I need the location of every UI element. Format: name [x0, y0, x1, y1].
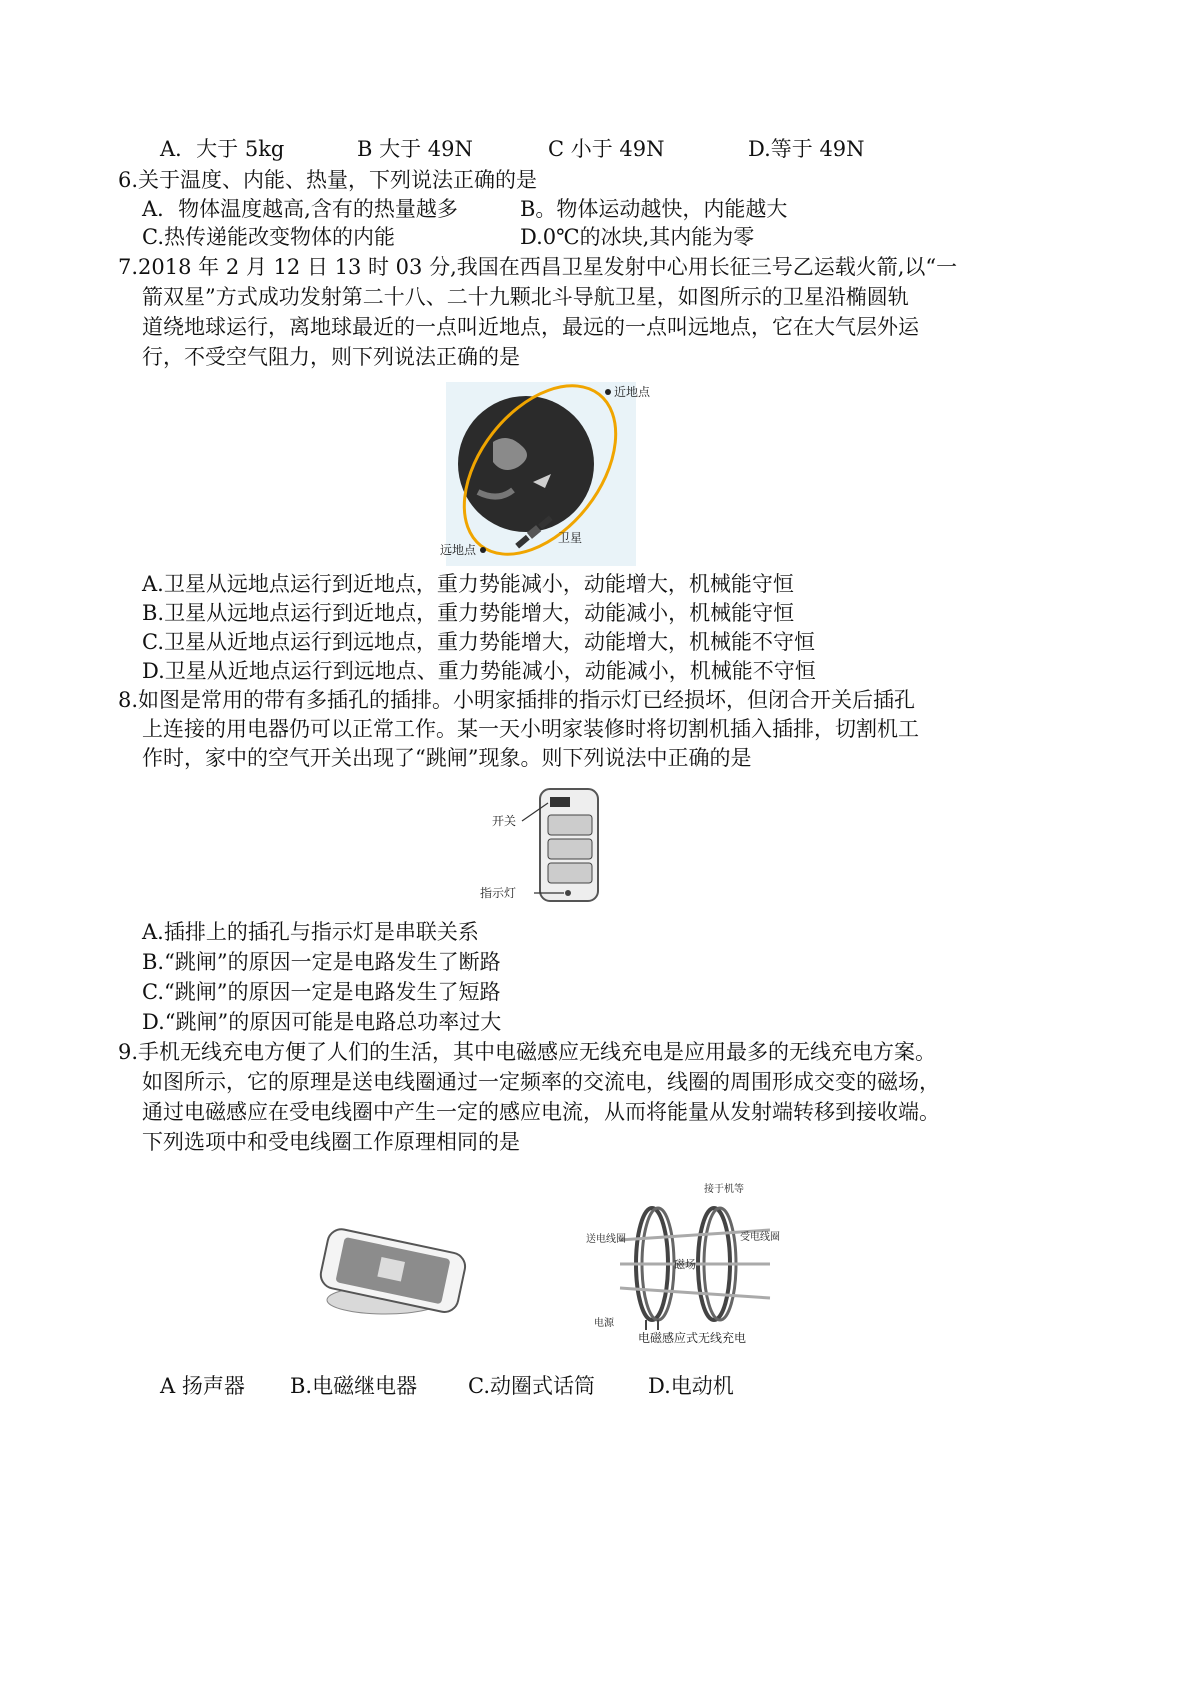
q7-stem-line-4: 行，不受空气阻力，则下列说法正确的是	[142, 345, 520, 369]
satellite-orbit-figure	[438, 382, 651, 566]
q9-option-d: D.电动机	[648, 1374, 734, 1398]
q5-option-c: C 小于 49N	[548, 137, 665, 161]
receive-coil-label: 受电线圈	[740, 1232, 780, 1243]
q6-option-d: D.0℃的冰块,其内能为零	[520, 225, 755, 249]
q5-option-d: D.等于 49N	[748, 137, 865, 161]
phone-label: 接于机等	[704, 1184, 744, 1195]
power-source-label: 电源	[594, 1318, 614, 1329]
q7-stem-line-3: 道绕地球运行，离地球最近的一点叫近地点，最远的一点叫远地点，它在大气层外运	[142, 315, 919, 339]
q9-stem-line-2: 如图所示，它的原理是送电线圈通过一定频率的交流电，线圈的周围形成交变的磁场，	[142, 1070, 940, 1094]
q8-stem-line-1: 8.如图是常用的带有多插孔的插排。小明家插排的指示灯已经损坏，但闭合开关后插孔	[118, 688, 916, 712]
q6-option-b: B。物体运动越快，内能越大	[520, 197, 788, 221]
wireless-charger-phone-figure	[305, 1215, 475, 1325]
send-coil-label: 送电线圈	[586, 1234, 626, 1245]
q9-stem-line-1: 9.手机无线充电方便了人们的生活，其中电磁感应无线充电是应用最多的无线充电方案。	[118, 1040, 937, 1064]
indicator-lamp-label: 指示灯	[480, 886, 517, 900]
far-point-label: 远地点	[440, 543, 477, 557]
near-point-label: 近地点	[614, 385, 651, 399]
q8-option-d: D.“跳闸”的原因可能是电路总功率过大	[142, 1010, 502, 1034]
q5-option-a: A．大于 5kg	[160, 137, 285, 161]
q8-option-c: C.“跳闸”的原因一定是电路发生了短路	[142, 980, 501, 1004]
q9-stem-line-4: 下列选项中和受电线圈工作原理相同的是	[142, 1130, 520, 1154]
q7-stem-line-1: 7.2018 年 2 月 12 日 13 时 03 分,我国在西昌卫星发射中心用长征三号乙运载火箭,以“一	[118, 255, 958, 279]
q6-stem: 6.关于温度、内能、热量，下列说法正确的是	[118, 168, 538, 192]
magnetic-field-label: 磁场	[674, 1258, 696, 1271]
figure-caption: 电磁感应式无线充电	[638, 1331, 747, 1345]
satellite-label: 卫星	[558, 531, 583, 545]
q7-stem-line-2: 箭双星”方式成功发射第二十八、二十九颗北斗导航卫星，如图所示的卫星沿椭圆轨	[142, 285, 909, 309]
q9-option-a: A 扬声器	[160, 1374, 245, 1398]
switch-label: 开关	[492, 814, 517, 828]
q7-option-d: D.卫星从近地点运行到远地点、重力势能减小，动能减小，机械能不守恒	[142, 659, 816, 683]
q8-stem-line-2: 上连接的用电器仍可以正常工作。某一天小明家装修时将切割机插入插排，切割机工	[142, 717, 919, 741]
q7-option-c: C.卫星从近地点运行到远地点，重力势能增大，动能增大，机械能不守恒	[142, 630, 815, 654]
q7-option-b: B.卫星从远地点运行到近地点，重力势能增大，动能减小，机械能守恒	[142, 601, 795, 625]
earth	[458, 396, 594, 532]
power-strip-figure	[478, 783, 618, 909]
indicator-lamp	[565, 890, 571, 896]
q6-option-a: A．物体温度越高,含有的热量越多	[142, 197, 458, 221]
q9-option-b: B.电磁继电器	[290, 1374, 418, 1398]
switch-button	[550, 797, 570, 807]
q5-option-b: B 大于 49N	[357, 137, 473, 161]
q8-option-b: B.“跳闸”的原因一定是电路发生了断路	[142, 950, 501, 974]
q8-stem-line-3: 作时，家中的空气开关出现了“跳闸”现象。则下列说法中正确的是	[142, 746, 752, 770]
q9-option-c: C.动圈式话筒	[468, 1374, 595, 1398]
q7-option-a: A.卫星从远地点运行到近地点，重力势能减小，动能增大，机械能守恒	[142, 572, 794, 596]
q6-option-c: C.热传递能改变物体的内能	[142, 225, 395, 249]
q9-stem-line-3: 通过电磁感应在受电线圈中产生一定的感应电流，从而将能量从发射端转移到接收端。	[142, 1100, 940, 1124]
q8-option-a: A.插排上的插孔与指示灯是串联关系	[142, 920, 479, 944]
induction-coils-figure	[580, 1180, 820, 1345]
